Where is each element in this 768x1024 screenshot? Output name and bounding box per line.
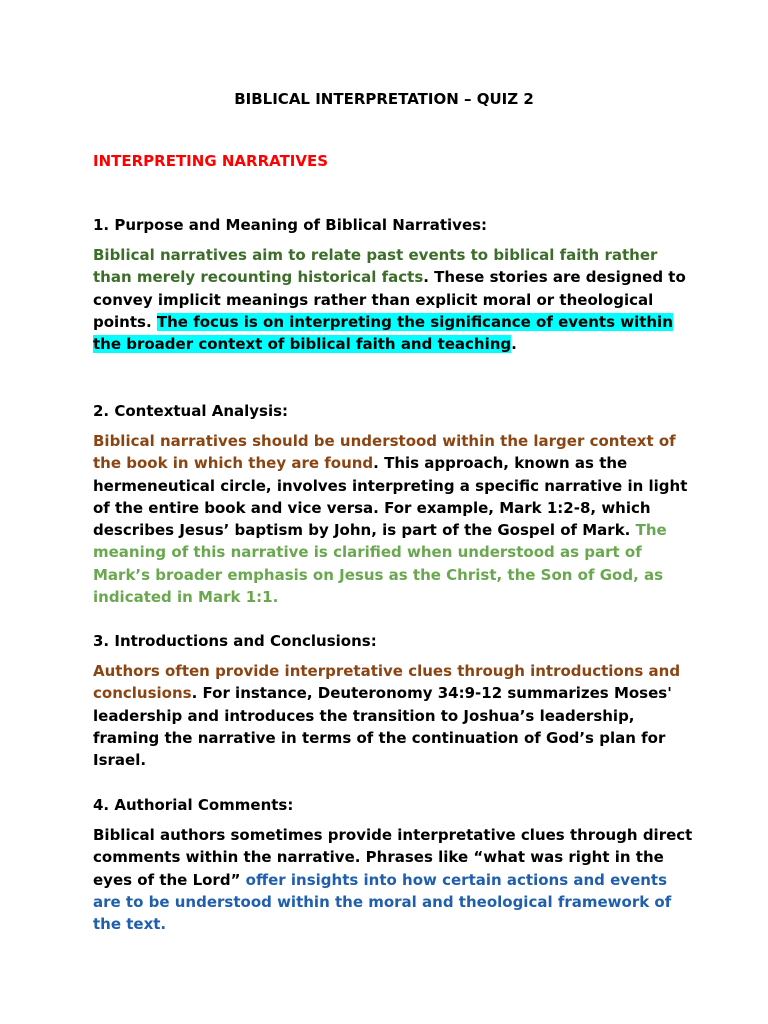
section-heading: INTERPRETING NARRATIVES [93,152,329,170]
question-1-highlighted-text: The focus is on interpreting the significance of events within the broader context of biblical faith and teaching [93,312,673,354]
question-4 [93,794,693,935]
question-3 [93,630,693,771]
question-1 [93,214,693,355]
document-title: BIBLICAL INTERPRETATION – QUIZ 2 [234,90,534,108]
question-4-heading: 4. Authorial Comments: [93,796,294,814]
question-1-body [93,244,693,355]
question-1-plain-text: . These stories are designed to convey implicit meanings rather than explicit moral or theological points. [93,268,686,331]
question-2-plain-text: . This approach, known as the hermeneutical circle, involves interpreting a specific narrative in light of the entire book and vice versa. For example, Mark 1:2-8, which describes Jesus’ baptism by John, is part of the Gospel of Mark. [93,454,688,540]
question-1-end-text: . [511,335,517,354]
question-2-green-text: The meaning of this narrative is clarified when understood as part of Mark’s broader emphasis on Jesus as the Christ, the Son of God, as indicated in Mark 1:1. [93,521,667,607]
question-2 [93,400,693,608]
question-2-heading: 2. Contextual Analysis: [93,402,289,420]
question-4-blue-text: offer insights into how certain actions and events are to be understood within the moral and theological framework of the text. [93,870,672,934]
question-4-plain-text: Biblical authors sometimes provide interpretative clues through direct comments within the narrative. Phrases like “what was right in the eyes of the Lord” [93,826,693,889]
question-4-body [93,824,693,935]
question-1-heading: 1. Purpose and Meaning of Biblical Narratives: [93,216,488,234]
question-2-body [93,430,693,608]
question-3-heading: 3. Introductions and Conclusions: [93,632,377,650]
question-1-green-text: Biblical narratives aim to relate past events to biblical faith rather than merely recounting historical facts [93,246,658,287]
question-3-body [93,660,693,771]
question-2-brown-text: Biblical narratives should be understood within the larger context of the book in which they are found [93,432,676,473]
question-3-brown-text: Authors often provide interpretative clues through introductions and conclusions [93,662,681,703]
question-3-plain-text: . For instance, Deuteronomy 34:9-12 summarizes Moses' leadership and introduces the transition to Joshua’s leadership, framing the narrative in terms of the continuation of God’s plan for Israel. [93,684,672,770]
